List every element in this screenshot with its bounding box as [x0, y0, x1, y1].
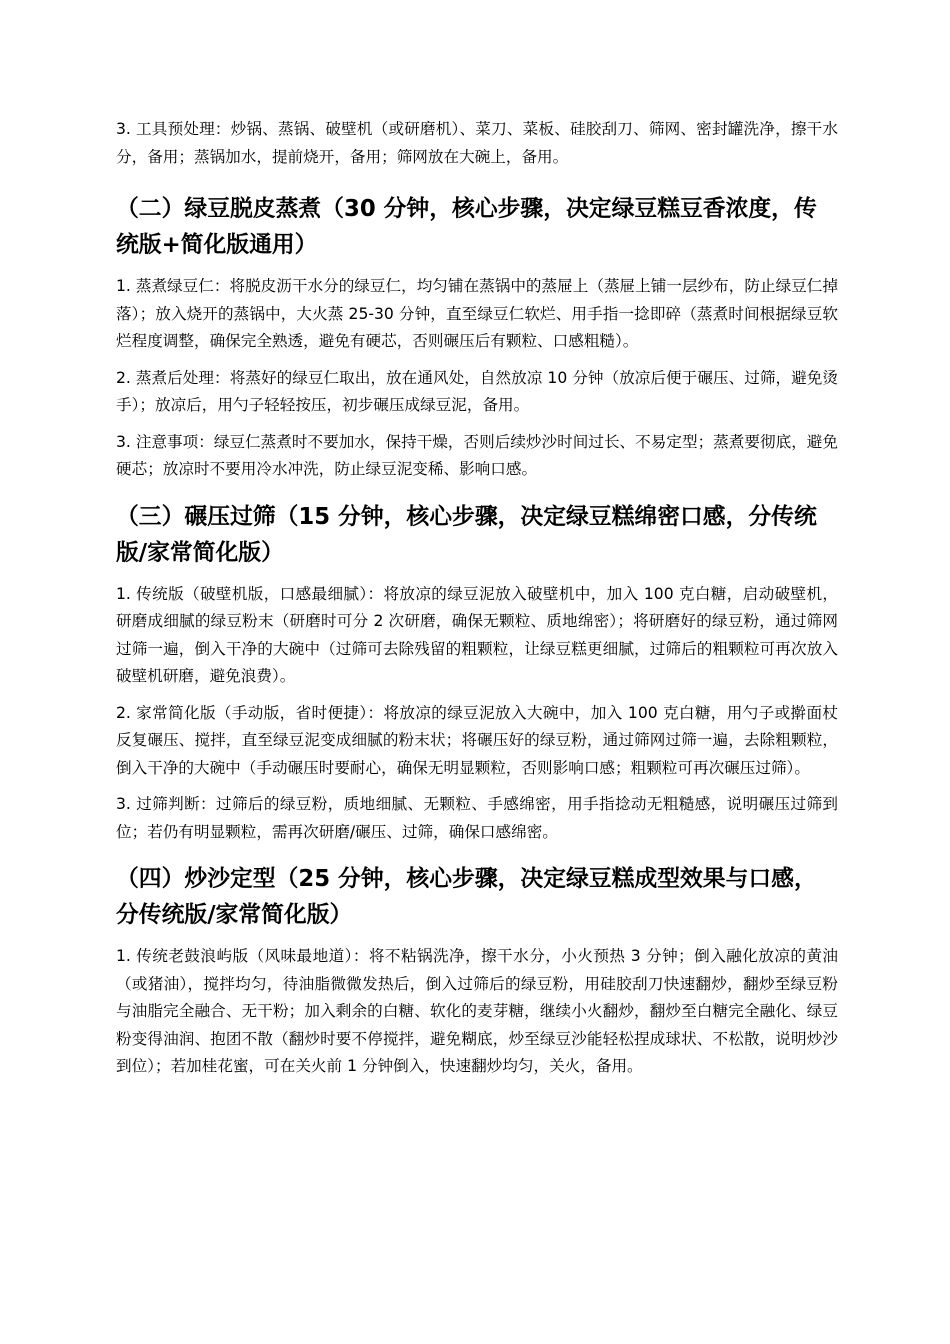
- section-paragraph: 1. 传统老鼓浪屿版（风味最地道）：将不粘锅洗净，擦干水分，小火预热 3 分钟；倒入融化放凉的黄油（或猪油），搅拌均匀，待油脂微微发热后，倒入过筛后的绿豆粉，用硅胶刮刀快速翻炒，翻炒至绿豆粉与油脂完全融合、无干粉；加入剩余的白糖、软化的麦芽糖，继续小火翻炒，翻炒至白糖完全融化、绿豆粉变得油润、抱团不散（翻炒时要不停搅拌，避免糊底，炒至绿豆沙能轻松捏成球状、不松散，说明炒沙到位）；若加桂花蜜，可在关火前 1 分钟倒入，快速翻炒均匀，关火，备用。: [116, 947, 838, 1075]
- section-paragraph: 3. 注意事项：绿豆仁蒸煮时不要加水，保持干燥，否则后续炒沙时间过长、不易定型；蒸煮要彻底，避免硬芯；放凉时不要用冷水冲洗，防止绿豆泥变稀、影响口感。: [116, 432, 838, 478]
- section-paragraph: 2. 家常简化版（手动版，省时便捷）：将放凉的绿豆泥放入大碗中，加入 100 克白糖，用勺子或擀面杖反复碾压、搅拌，直至绿豆泥变成细腻的粉末状；将碾压好的绿豆粉，通过筛网过筛一遍，去除粗颗粒，倒入干净的大碗中（手动碾压时要耐心，确保无明显颗粒，否则影响口感；粗颗粒可再次碾压过筛）。: [116, 703, 838, 777]
- section-heading: （四）炒沙定型（25 分钟，核心步骤，决定绿豆糕成型效果与口感，分传统版/家常简化版）: [116, 866, 817, 928]
- intro-paragraph: 3. 工具预处理：炒锅、蒸锅、破壁机（或研磨机）、菜刀、菜板、硅胶刮刀、筛网、密封罐洗净，擦干水分，备用；蒸锅加水，提前烧开，备用；筛网放在大碗上，备用。: [116, 120, 838, 166]
- section-bean-steaming: [116, 191, 838, 484]
- document-page: [116, 116, 838, 1096]
- section-heading: （二）绿豆脱皮蒸煮（30 分钟，核心步骤，决定绿豆糕豆香浓度，传统版+简化版通用）: [116, 196, 817, 258]
- section-heading: （三）碾压过筛（15 分钟，核心步骤，决定绿豆糕绵密口感，分传统版/家常简化版）: [116, 503, 817, 566]
- section-grinding-sieving: [116, 499, 838, 847]
- section-frying-shaping: [116, 861, 838, 1081]
- section-paragraph: 1. 蒸煮绿豆仁：将脱皮沥干水分的绿豆仁，均匀铺在蒸锅中的蒸屉上（蒸屉上铺一层纱布，防止绿豆仁掉落）；放入烧开的蒸锅中，大火蒸 25-30 分钟，直至绿豆仁软烂、用手指一捻即碎（蒸煮时间根据绿豆软烂程度调整，确保完全熟透，避免有硬芯，否则碾压后有颗粒、口感粗糙）。: [116, 277, 838, 350]
- section-paragraph: 1. 传统版（破壁机版，口感最细腻）：将放凉的绿豆泥放入破壁机中，加入 100 克白糖，启动破壁机，研磨成细腻的绿豆粉末（研磨时可分 2 次研磨，确保无颗粒、质地绵密）；将研磨好的绿豆粉，通过筛网过筛一遍，倒入干净的大碗中（过筛可去除残留的粗颗粒，让绿豆糕更细腻，过筛后的粗颗粒可再次放入破壁机研磨，避免浪费）。: [116, 584, 838, 685]
- section-paragraph: 2. 蒸煮后处理：将蒸好的绿豆仁取出，放在通风处，自然放凉 10 分钟（放凉后便于碾压、过筛，避免烫手）；放凉后，用勺子轻轻按压，初步碾压成绿豆泥，备用。: [116, 368, 838, 414]
- section-paragraph: 3. 过筛判断：过筛后的绿豆粉，质地细腻、无颗粒、手感绵密，用手指捻动无粗糙感，说明碾压过筛到位；若仍有明显颗粒，需再次研磨/碾压、过筛，确保口感绵密。: [116, 795, 838, 841]
